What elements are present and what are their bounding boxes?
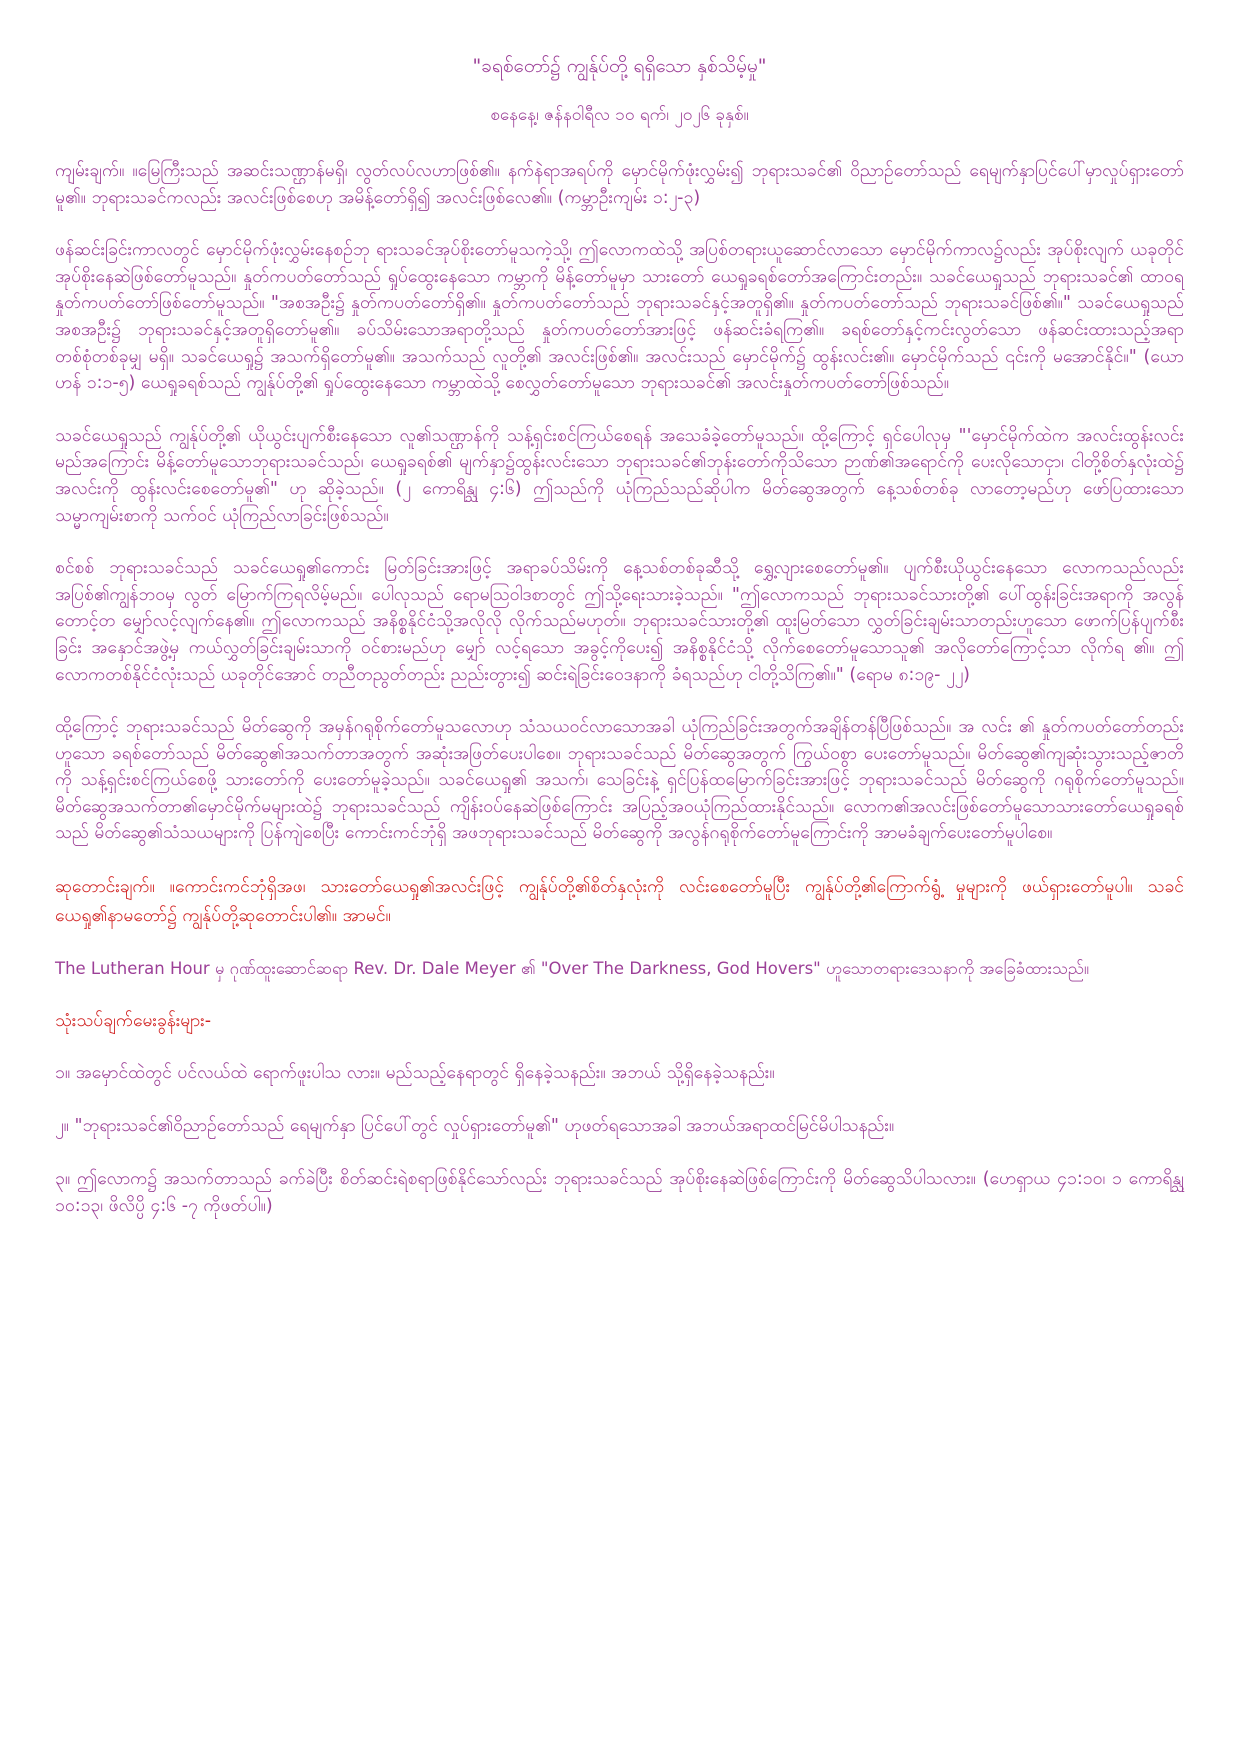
devotion-paragraph-1: ဖန်ဆင်းခြင်းကာလတွင် မှောင်မိုက်ဖုံးလွှမ်းနေစဉ်ဘု ရားသခင်အုပ်စိုးတော်မူသကဲ့သို့၊ ဤလောကထဲသို့ အပြစ်တရားယူဆောင်လာသော မှောင်မိုက်ကာလ၌လည်း အုပ်စိုးလျက် ယခုတိုင် အုပ်စိုးနေဆဲဖြစ်တော်မူသည်။ နှုတ်ကပတ်တော်သည် ရှုပ်ထွေးနေသော ကမ္ဘာကို မိန့်တော်မူမှာ သားတော် ယေရှုခရစ်တော်အကြောင်းတည်း။ သခင်ယေရှုသည် ဘုရားသခင်၏ ထာဝရ နှုတ်ကပတ်တော်ဖြစ်တော်မူသည်။ "အစအဦး၌ နှုတ်ကပတ်တော်ရှိ၏။ နှုတ်ကပတ်တော်သည် ဘုရားသခင်နှင့်အတူရှိ၏။ နှုတ်ကပတ်တော်သည် ဘုရားသခင်ဖြစ်၏။" သခင်ယေရှုသည် အစအဦး၌ ဘုရားသခင်နှင့်အတူရှိတော်မူ၏။ ခပ်သိမ်းသောအရာတို့သည် နှုတ်ကပတ်တော်အားဖြင့် ဖန်ဆင်းခံရကြ၏။ ခရစ်တော်နှင့်ကင်းလွတ်သော ဖန်ဆင်းထားသည့်အရာ တစ်စုံတစ်ခုမျှ မရှိ။ သခင်ယေရှု၌ အသက်ရှိတော်မူ၏။ အသက်သည် လူတို့၏ အလင်းဖြစ်၏။ အလင်းသည် မှောင်မိုက်၌ ထွန်းလင်း၏။ မှောင်မိုက်သည် ၎င်းကို မအောင်နိုင်။" (ယောဟန် ၁:၁-၅) ယေရှုခရစ်သည် ကျွန်ုပ်တို့၏ ရှုပ်ထွေးနေသော ကမ္ဘာထဲသို့ စေလွှတ်တော်မူသော ဘုရားသခင်၏ အလင်းနှုတ်ကပတ်တော်ဖြစ်သည်။ [55,240,1184,394]
document-title: "ခရစ်တော်၌ ကျွန်ုပ်တို့ ရရှိသော နှစ်သိမ့်မှု" [472,55,767,77]
reflection-question-3: ၃။ ဤလောက၌ အသက်တာသည် ခက်ခဲပြီး စိတ်ဆင်းရဲစရာဖြစ်နိုင်သော်လည်း ဘုရားသခင်သည် အုပ်စိုးနေဆဲဖြစ်ကြောင်းကို မိတ်ဆွေသိပါသလား။ (ဟေရှာယ ၄၁:၁၀၊ ၁ ကောရိန္သု ၁၀:၁၃၊ ဖိလိပ္ပိ ၄:၆ -၇ ကိုဖတ်ပါ။) [55,1169,1184,1217]
sermon-source-attribution: The Lutheran Hour မှ ဂုဏ်ထူးဆောင်ဆရာ Rev. Dr. Dale Meyer ၏ "Over The Darkness, God Hovers" ဟူသောတရားဒေသနာကို အခြေခံထားသည်။ [55,958,1089,978]
document-date: စနေနေ့၊ ဇန်နဝါရီလ ၁၀ ရက်၊ ၂၀၂၆ ခုနှစ်။ [490,104,749,125]
reflection-question-2: ၂။ "ဘုရားသခင်၏ဝိညာဉ်တော်သည် ရေမျက်နှာ ပြင်ပေါ်တွင် လှုပ်ရှားတော်မူ၏" ဟုဖတ်ရသောအခါ အဘယ်အရာထင်မြင်မိပါသနည်း။ [55,1115,895,1136]
document-header [55,52,1184,128]
devotion-paragraph-3: စင်စစ် ဘုရားသခင်သည် သခင်ယေရှု၏ကောင်း မြတ်ခြင်းအားဖြင့် အရာခပ်သိမ်းကို နေ့သစ်တစ်ခုဆီသို့ ရွှေ့လျားစေတော်မူ၏။ ပျက်စီးယိုယွင်းနေသော လောကသည်လည်း အပြစ်၏ကျွန်ဘဝမှ လွတ် မြောက်ကြရလိမ့်မည်။ ပေါလုသည် ရောမဩဝါဒစာတွင် ဤသို့ရေးသားခဲ့သည်။ "ဤလောကသည် ဘုရားသခင်သားတို့၏ ပေါ်ထွန်းခြင်းအရာကို အလွန်တောင့်တ မျှော်လင့်လျက်နေ၏။ ဤလောကသည် အနိစ္စနိုင်ငံသို့အလိုလို လိုက်သည်မဟုတ်။ ဘုရားသခင်သားတို့၏ ထူးမြတ်သော လွှတ်ခြင်းချမ်းသာတည်းဟူသော ဖောက်ပြန်ပျက်စီးခြင်း အနှောင်အဖွဲ့မှ ကယ်လွှတ်ခြင်းချမ်းသာကို ဝင်စားမည်ဟု မျှော် လင့်ရသော အခွင့်ကိုပေး၍ အနိစ္စနိုင်ငံသို့ လိုက်စေတော်မူသောသူ၏ အလိုတော်ကြောင့်သာ လိုက်ရ ၏။ ဤလောကတစ်နိုင်ငံလုံးသည် ယခုတိုင်အောင် တညီတညွတ်တည်း ညည်းတွား၍ ဆင်းရဲခြင်းဝေဒနာကို ခံရသည်ဟု ငါတို့သိကြ၏။" (ရောမ ၈:၁၉- ၂၂) [55,558,1184,685]
reflection-question-1: ၁။ အမှောင်ထဲတွင် ပင်လယ်ထဲ ရောက်ဖူးပါသ လား။ မည်သည့်နေရာတွင် ရှိနေခဲ့သနည်း။ အဘယ် သို့ရှိနေခဲ့သနည်း။ [55,1062,775,1083]
prayer-paragraph: ဆုတောင်းချက်။ ။ကောင်းကင်ဘုံရှိအဖ၊ သားတော်ယေရှု၏အလင်းဖြင့် ကျွန်ုပ်တို့၏စိတ်နှလုံးကို လင်းစေတော်မူပြီး ကျွန်ုပ်တို့၏ကြောက်ရွံ့ မှုများကို ဖယ်ရှားတော်မူပါ။ သခင်ယေရှု၏နာမတော်၌ ကျွန်ုပ်တို့ဆုတောင်းပါ၏။ အာမင်။ [55,877,1184,926]
reflection-questions-heading: သုံးသပ်ချက်မေးခွန်းများ- [55,1010,212,1031]
scripture-verse-paragraph: ကျမ်းချက်။ ။မြေကြီးသည် အဆင်းသဏ္ဌာန်မရှိ၊ လွတ်လပ်လဟာဖြစ်၏။ နက်နဲရာအရပ်ကို မှောင်မိုက်ဖုံးလွှမ်း၍ ဘုရားသခင်၏ ဝိညာဉ်တော်သည် ရေမျက်နှာပြင်ပေါ်မှာလှုပ်ရှားတော်မူ၏။ ဘုရားသခင်ကလည်း အလင်းဖြစ်စေဟု အမိန့်တော်ရှိ၍ အလင်းဖြစ်လေ၏။ (ကမ္ဘာဦးကျမ်း ၁:၂-၃) [55,161,1184,208]
devotion-paragraph-2: သခင်ယေရှုသည် ကျွန်ုပ်တို့၏ ယိုယွင်းပျက်စီးနေသော လူ၏သဏ္ဌာန်ကို သန့်ရှင်းစင်ကြယ်စေရန် အသေခံခဲ့တော်မူသည်။ ထို့ကြောင့် ရှင်ပေါလုမှ "'မှောင်မိုက်ထဲက အလင်းထွန်းလင်းမည်အကြောင်း မိန့်တော်မူသောဘုရားသခင်သည်၊ ယေရှုခရစ်၏ မျက်နှာ၌ထွန်းလင်းသော ဘုရားသခင်၏ဘုန်းတော်ကိုသိသော ဉာဏ်၏အရောင်ကို ပေးလိုသောငှာ၊ ငါတို့စိတ်နှလုံးထဲ၌ အလင်းကို ထွန်းလင်းစေတော်မူ၏" ဟု ဆိုခဲ့သည်။ (၂ ကောရိန္သု ၄:၆) ဤသည်ကို ယုံကြည်သည်ဆိုပါက မိတ်ဆွေအတွက် နေ့သစ်တစ်ခု လာတော့မည်ဟု ဖော်ပြထားသော သမ္မာကျမ်းစာကို သက်ဝင် ယုံကြည်လာခြင်းဖြစ်သည်။ [55,425,1184,526]
devotion-paragraph-4: ထို့ကြောင့် ဘုရားသခင်သည် မိတ်ဆွေကို အမှန်ဂရုစိုက်တော်မူသလောဟု သံသယဝင်လာသောအခါ ယုံကြည်ခြင်းအတွက်အချိန်တန်ပြီဖြစ်သည်။ အ လင်း ၏ နှုတ်ကပတ်တော်တည်းဟူသော ခရစ်တော်သည် မိတ်ဆွေ၏အသက်တာအတွက် အဆုံးအဖြတ်ပေးပါစေ။ ဘုရားသခင်သည် မိတ်ဆွေအတွက် ကြွယ်ဝစွာ ပေးတော်မူသည်။ မိတ်ဆွေ၏ကျဆုံးသွားသည့်ဇာတိကို သန့်ရှင်းစင်ကြယ်စေဖို့ သားတော်ကို ပေးတော်မူခဲ့သည်။ သခင်ယေရှု၏ အသက်၊ သေခြင်းနဲ့ ရှင်ပြန်ထမြောက်ခြင်းအားဖြင့် ဘုရားသခင်သည် မိတ်ဆွေကို ဂရုစိုက်တော်မူသည်။ မိတ်ဆွေအသက်တာ၏မှောင်မိုက်မများထဲ၌ ဘုရားသခင်သည် ကျိန်းဝပ်နေဆဲဖြစ်ကြောင်း အပြည့်အဝယုံကြည်ထားနိုင်သည်။ လောက၏အလင်းဖြစ်တော်မူသောသားတော်ယေရှုခရစ်သည် မိတ်ဆွေ၏သံသယများကို ပြန်ကျဲစေပြီး ကောင်းကင်ဘုံရှိ အဖဘုရားသခင်သည် မိတ်ဆွေကို အလွန်ဂရုစိုက်တော်မူကြောင်းကို အာမခံချက်ပေးတော်မူပါစေ။ [55,717,1184,844]
